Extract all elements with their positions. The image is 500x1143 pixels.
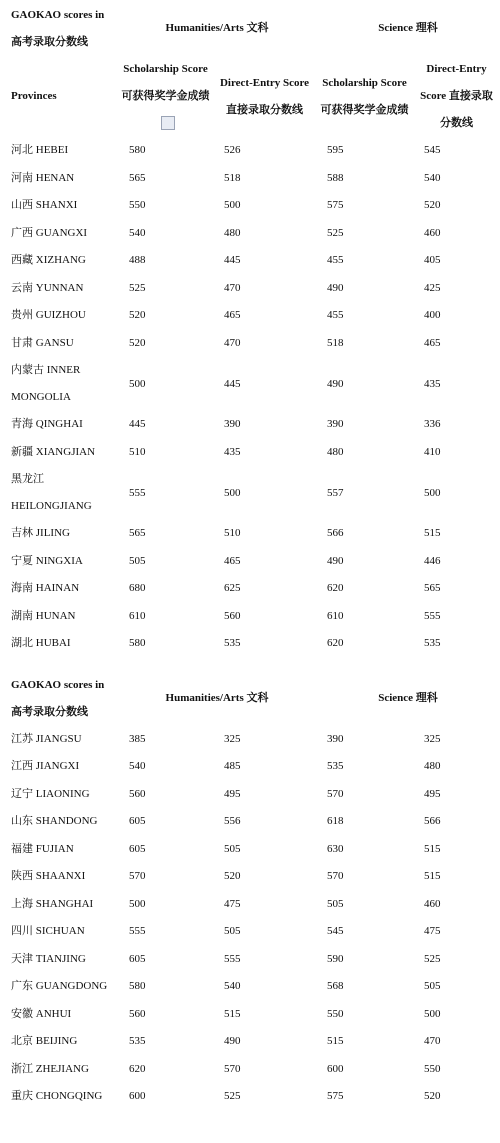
- hum-direct-cell: 495: [224, 787, 241, 800]
- hum-scholarship-cell: 540: [129, 760, 146, 773]
- table-2-title-row: [0, 672, 500, 726]
- table-row: [0, 575, 500, 603]
- table-row: [0, 603, 500, 631]
- sci-direct-cell: 550: [424, 1062, 441, 1075]
- hum-direct-cell: 570: [224, 1062, 241, 1075]
- sci-direct-cell: 515: [424, 870, 441, 883]
- table-1-title: GAOKAO scores in 高考录取分数线: [11, 9, 105, 48]
- table-row: [0, 520, 500, 548]
- sci-direct-header: Direct-Entry Score 直接录取分数线: [420, 63, 493, 129]
- hum-direct-cell: 560: [224, 609, 241, 622]
- province-cell: 甘肃 GANSU: [11, 336, 74, 349]
- sci-direct-cell: 495: [424, 787, 441, 800]
- sci-scholarship-cell: 610: [327, 609, 344, 622]
- sci-scholarship-cell: 535: [327, 760, 344, 773]
- hum-direct-cell: 505: [224, 925, 241, 938]
- table-row: [0, 466, 500, 520]
- hum-scholarship-cell: 605: [129, 952, 146, 965]
- hum-direct-cell: 475: [224, 897, 241, 910]
- broken-image-icon: [161, 116, 175, 130]
- sci-scholarship-cell: 630: [327, 842, 344, 855]
- province-cell: 陕西 SHAANXI: [11, 870, 86, 883]
- sci-scholarship-cell: 575: [327, 199, 344, 212]
- province-cell: 广西 GUANGXI: [11, 226, 88, 239]
- table-2-humanities-header: Humanities/Arts 文科: [165, 692, 269, 704]
- hum-scholarship-cell: 550: [129, 199, 146, 212]
- hum-scholarship-cell: 580: [129, 144, 146, 157]
- province-cell: 青海 QINGHAI: [11, 418, 83, 431]
- hum-direct-cell: 535: [224, 637, 241, 650]
- hum-scholarship-cell: 555: [129, 486, 146, 499]
- table-row: [0, 137, 500, 165]
- sci-direct-cell: 500: [424, 486, 441, 499]
- sci-scholarship-cell: 480: [327, 445, 344, 458]
- table-row: [0, 275, 500, 303]
- sci-direct-cell: 545: [424, 144, 441, 157]
- sci-scholarship-cell: 390: [327, 732, 344, 745]
- sci-direct-cell: 465: [424, 336, 441, 349]
- province-cell: 辽宁 LIAONING: [11, 787, 90, 800]
- province-cell: 西藏 XIZHANG: [11, 254, 86, 267]
- sci-direct-cell: 520: [424, 1090, 441, 1103]
- table-row: [0, 891, 500, 919]
- hum-scholarship-cell: 620: [129, 1062, 146, 1075]
- sci-scholarship-cell: 588: [327, 171, 344, 184]
- sci-scholarship-cell: 518: [327, 336, 344, 349]
- hum-scholarship-cell: 580: [129, 637, 146, 650]
- province-cell: 湖北 HUBAI: [11, 637, 71, 650]
- province-cell: 北京 BEIJING: [11, 1035, 78, 1048]
- province-cell: 黑龙江 HEILONGJIANG: [11, 473, 92, 512]
- hum-scholarship-cell: 600: [129, 1090, 146, 1103]
- province-cell: 四川 SICHUAN: [11, 925, 85, 938]
- hum-scholarship-cell: 610: [129, 609, 146, 622]
- sci-direct-cell: 336: [424, 418, 441, 431]
- province-cell: 重庆 CHONGQING: [11, 1090, 103, 1103]
- gaokao-table-2: [0, 672, 500, 1111]
- table-row: [0, 1083, 500, 1111]
- hum-scholarship-cell: 505: [129, 554, 146, 567]
- province-cell: 贵州 GUIZHOU: [11, 309, 86, 322]
- hum-scholarship-cell: 605: [129, 815, 146, 828]
- hum-direct-cell: 490: [224, 1035, 241, 1048]
- table-row: [0, 630, 500, 658]
- sci-direct-cell: 475: [424, 925, 441, 938]
- sci-scholarship-cell: 618: [327, 815, 344, 828]
- hum-direct-cell: 465: [224, 554, 241, 567]
- sci-direct-cell: 525: [424, 952, 441, 965]
- sci-scholarship-cell: 455: [327, 254, 344, 267]
- sci-direct-cell: 535: [424, 637, 441, 650]
- table-row: [0, 192, 500, 220]
- table-row: [0, 1056, 500, 1084]
- sci-direct-cell: 446: [424, 554, 441, 567]
- sci-direct-cell: 515: [424, 527, 441, 540]
- table-row: [0, 247, 500, 275]
- province-cell: 浙江 ZHEJIANG: [11, 1062, 89, 1075]
- table-row: [0, 411, 500, 439]
- sci-scholarship-cell: 545: [327, 925, 344, 938]
- hum-direct-cell: 500: [224, 486, 241, 499]
- hum-direct-cell: 556: [224, 815, 241, 828]
- table-row: [0, 726, 500, 754]
- table-row: [0, 753, 500, 781]
- sci-direct-cell: 470: [424, 1035, 441, 1048]
- sci-scholarship-cell: 515: [327, 1035, 344, 1048]
- province-cell: 山东 SHANDONG: [11, 815, 98, 828]
- sci-direct-cell: 515: [424, 842, 441, 855]
- table-1-body: [0, 137, 500, 658]
- table-row: [0, 1028, 500, 1056]
- sci-direct-cell: 405: [424, 254, 441, 267]
- sci-scholarship-cell: 595: [327, 144, 344, 157]
- hum-direct-cell: 325: [224, 732, 241, 745]
- table-row: [0, 918, 500, 946]
- hum-scholarship-cell: 680: [129, 582, 146, 595]
- hum-direct-cell: 515: [224, 1007, 241, 1020]
- hum-direct-cell: 465: [224, 309, 241, 322]
- sci-direct-cell: 460: [424, 226, 441, 239]
- hum-scholarship-cell: 520: [129, 309, 146, 322]
- sci-scholarship-cell: 550: [327, 1007, 344, 1020]
- sci-scholarship-cell: 490: [327, 377, 344, 390]
- table-1-humanities-header: Humanities/Arts 文科: [165, 21, 269, 34]
- table-row: [0, 548, 500, 576]
- hum-scholarship-cell: 605: [129, 842, 146, 855]
- sci-direct-cell: 555: [424, 609, 441, 622]
- sci-scholarship-cell: 390: [327, 418, 344, 431]
- hum-direct-cell: 500: [224, 199, 241, 212]
- hum-direct-cell: 485: [224, 760, 241, 773]
- hum-scholarship-cell: 500: [129, 377, 146, 390]
- province-cell: 新疆 XIANGJIAN: [11, 445, 96, 458]
- sci-direct-cell: 500: [424, 1007, 441, 1020]
- sci-scholarship-cell: 490: [327, 281, 344, 294]
- hum-direct-cell: 445: [224, 377, 241, 390]
- sci-direct-cell: 505: [424, 980, 441, 993]
- province-cell: 安徽 ANHUI: [11, 1007, 72, 1020]
- hum-direct-cell: 625: [224, 582, 241, 595]
- table-row: [0, 302, 500, 330]
- hum-scholarship-cell: 570: [129, 870, 146, 883]
- hum-scholarship-cell: 565: [129, 171, 146, 184]
- sci-scholarship-cell: 505: [327, 897, 344, 910]
- table-row: [0, 836, 500, 864]
- table-row: [0, 973, 500, 1001]
- sci-direct-cell: 400: [424, 309, 441, 322]
- table-row: [0, 165, 500, 193]
- province-cell: 宁夏 NINGXIA: [11, 554, 83, 567]
- table-row: [0, 808, 500, 836]
- sci-direct-cell: 425: [424, 281, 441, 294]
- sci-direct-cell: 540: [424, 171, 441, 184]
- hum-scholarship-cell: 445: [129, 418, 146, 431]
- table-1-subheader-row: [0, 56, 500, 137]
- sci-direct-cell: 480: [424, 760, 441, 773]
- sci-scholarship-cell: 570: [327, 870, 344, 883]
- province-cell: 上海 SHANGHAI: [11, 897, 94, 910]
- hum-scholarship-cell: 385: [129, 732, 146, 745]
- province-cell: 吉林 JILING: [11, 527, 70, 540]
- hum-direct-cell: 520: [224, 870, 241, 883]
- sci-scholarship-cell: 620: [327, 582, 344, 595]
- hum-scholarship-cell: 555: [129, 925, 146, 938]
- sci-direct-cell: 565: [424, 582, 441, 595]
- sci-direct-cell: 566: [424, 815, 441, 828]
- province-cell: 天津 TIANJING: [11, 952, 86, 965]
- table-spacer: [0, 658, 500, 672]
- sci-direct-cell: 520: [424, 199, 441, 212]
- hum-direct-cell: 518: [224, 171, 241, 184]
- table-2-body: [0, 726, 500, 1111]
- province-cell: 海南 HAINAN: [11, 582, 80, 595]
- hum-scholarship-cell: 540: [129, 226, 146, 239]
- table-1-science-header: Science 理科: [378, 21, 438, 34]
- hum-scholarship-cell: 510: [129, 445, 146, 458]
- province-cell: 河南 HENAN: [11, 171, 75, 184]
- province-cell: 广东 GUANGDONG: [11, 980, 108, 993]
- sci-scholarship-cell: 575: [327, 1090, 344, 1103]
- hum-direct-cell: 510: [224, 527, 241, 540]
- hum-direct-cell: 526: [224, 144, 241, 157]
- sci-direct-cell: 460: [424, 897, 441, 910]
- hum-direct-cell: 435: [224, 445, 241, 458]
- hum-scholarship-cell: 520: [129, 336, 146, 349]
- sci-scholarship-header: Scholarship Score 可获得奖学金成绩: [320, 76, 409, 116]
- hum-scholarship-cell: 525: [129, 281, 146, 294]
- sci-scholarship-cell: 490: [327, 554, 344, 567]
- hum-direct-cell: 540: [224, 980, 241, 993]
- hum-scholarship-cell: 560: [129, 1007, 146, 1020]
- table-2-title: GAOKAO scores in 高考录取分数线: [11, 678, 105, 718]
- table-2-science-header: Science 理科: [378, 692, 438, 704]
- sci-direct-cell: 435: [424, 377, 441, 390]
- province-cell: 江苏 JIANGSU: [11, 732, 82, 745]
- hum-scholarship-cell: 488: [129, 254, 146, 267]
- hum-scholarship-cell: 535: [129, 1035, 146, 1048]
- hum-direct-cell: 390: [224, 418, 241, 431]
- hum-direct-cell: 445: [224, 254, 241, 267]
- hum-scholarship-cell: 565: [129, 527, 146, 540]
- hum-direct-cell: 470: [224, 336, 241, 349]
- provinces-header: Provinces: [11, 90, 57, 102]
- sci-scholarship-cell: 568: [327, 980, 344, 993]
- sci-direct-cell: 410: [424, 445, 441, 458]
- sci-scholarship-cell: 600: [327, 1062, 344, 1075]
- hum-direct-cell: 555: [224, 952, 241, 965]
- province-cell: 山西 SHANXI: [11, 199, 78, 212]
- table-row: [0, 863, 500, 891]
- table-row: [0, 439, 500, 467]
- hum-direct-cell: 470: [224, 281, 241, 294]
- hum-direct-header: Direct-Entry Score 直接录取分数线: [219, 76, 310, 116]
- table-row: [0, 1001, 500, 1029]
- hum-direct-cell: 525: [224, 1090, 241, 1103]
- table-row: [0, 220, 500, 248]
- sci-scholarship-cell: 557: [327, 486, 344, 499]
- hum-scholarship-header: Scholarship Score 可获得奖学金成绩: [118, 56, 213, 137]
- table-row: [0, 781, 500, 809]
- hum-scholarship-cell: 560: [129, 787, 146, 800]
- sci-scholarship-cell: 590: [327, 952, 344, 965]
- sci-direct-cell: 325: [424, 732, 441, 745]
- province-cell: 内蒙古 INNER MONGOLIA: [11, 364, 81, 403]
- table-row: [0, 946, 500, 974]
- province-cell: 河北 HEBEI: [11, 144, 69, 157]
- hum-scholarship-cell: 500: [129, 897, 146, 910]
- province-cell: 湖南 HUNAN: [11, 609, 76, 622]
- sci-scholarship-cell: 620: [327, 637, 344, 650]
- table-1-title-row: [0, 0, 500, 56]
- table-row: [0, 330, 500, 358]
- hum-direct-cell: 480: [224, 226, 241, 239]
- table-row: [0, 357, 500, 411]
- province-cell: 云南 YUNNAN: [11, 281, 84, 294]
- hum-direct-cell: 505: [224, 842, 241, 855]
- sci-scholarship-cell: 525: [327, 226, 344, 239]
- province-cell: 江西 JIANGXI: [11, 760, 80, 773]
- sci-scholarship-cell: 455: [327, 309, 344, 322]
- province-cell: 福建 FUJIAN: [11, 842, 74, 855]
- hum-scholarship-cell: 580: [129, 980, 146, 993]
- sci-scholarship-cell: 570: [327, 787, 344, 800]
- sci-scholarship-cell: 566: [327, 527, 344, 540]
